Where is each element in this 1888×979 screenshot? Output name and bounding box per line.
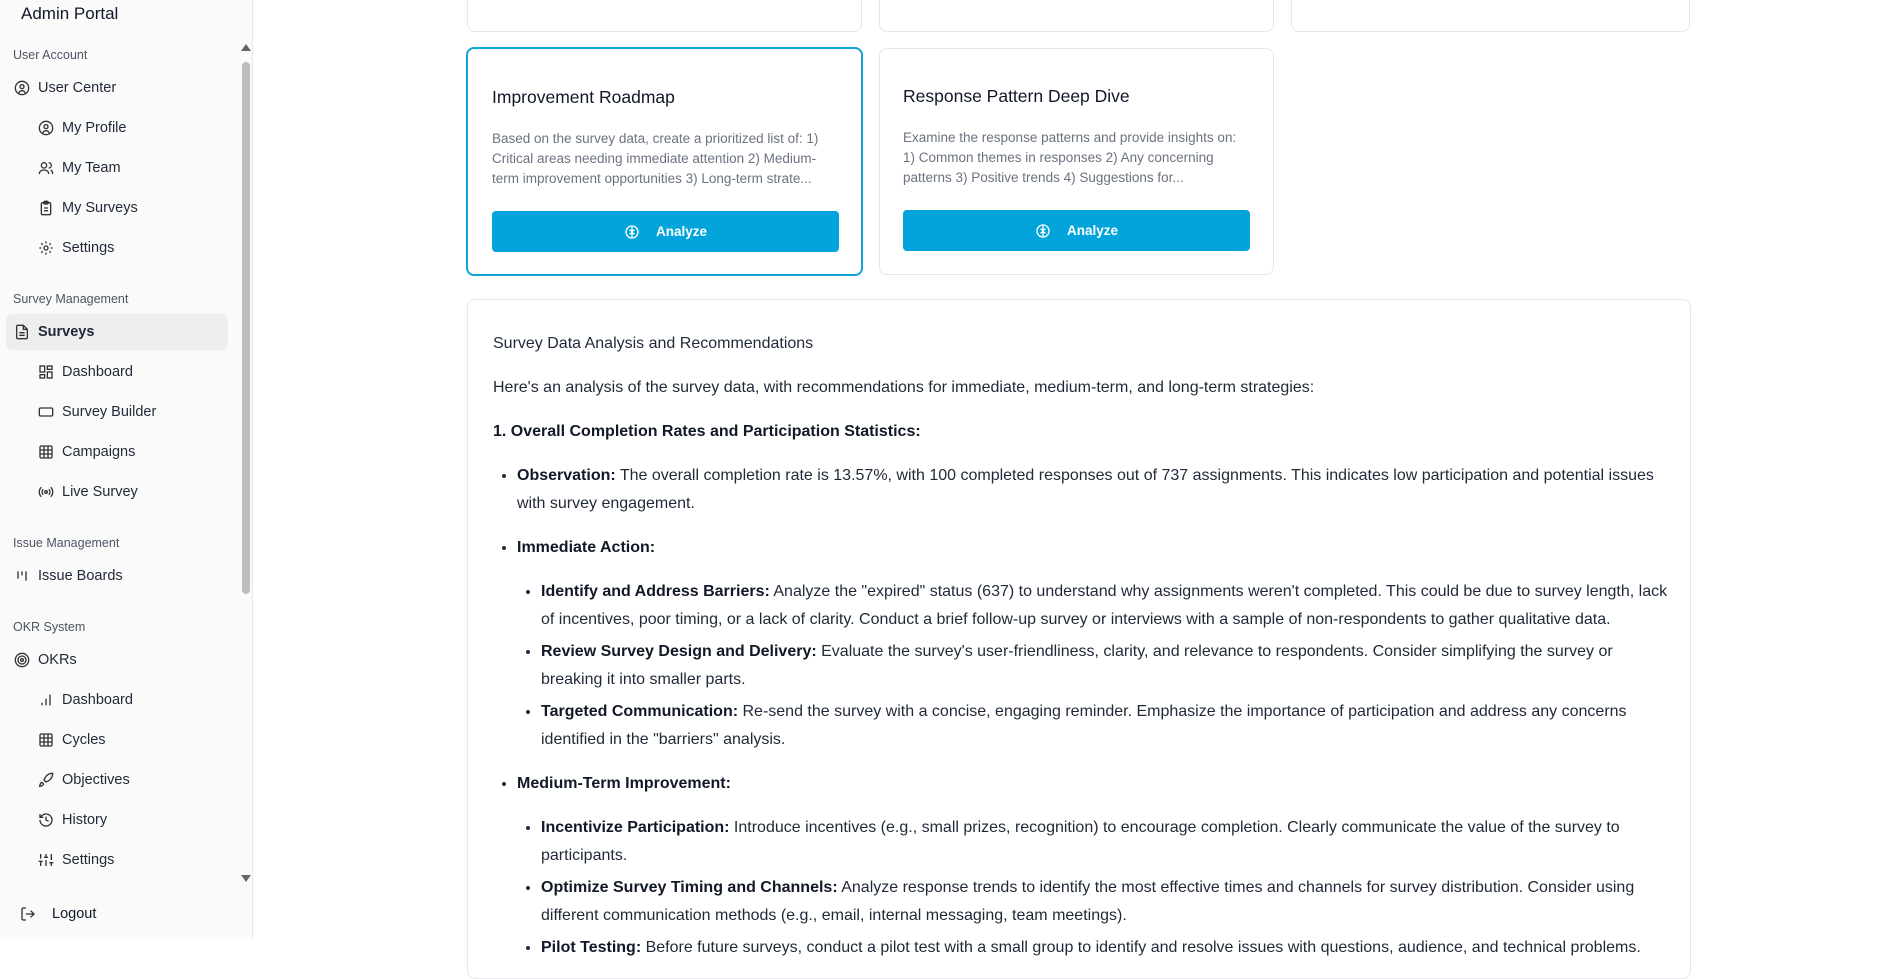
list-item: [541, 934, 1668, 962]
sidebar-item-okrs[interactable]: [6, 642, 228, 678]
list-item: [517, 462, 1668, 518]
sidebar-item-cycles[interactable]: [6, 722, 228, 758]
card-description: Examine the response patterns and provide insights on: 1) Common themes in responses 2) Any concerning patterns 3) Positive trends 4) Suggestions for...: [903, 130, 1237, 185]
section-survey-management: Survey Management: [13, 292, 129, 306]
item-text: Before future surveys, conduct a pilot test with a small group to identify and resolve issues with questions, audience, and technical problems.: [641, 939, 1641, 956]
prompt-card-response-pattern[interactable]: [879, 48, 1274, 275]
sidebar-item-label: Dashboard: [62, 364, 133, 380]
table-icon: [38, 732, 54, 748]
list-item: [517, 534, 1668, 754]
list-item: [517, 770, 1668, 962]
bar-chart-icon: [38, 692, 54, 708]
logout-icon: [20, 906, 36, 922]
logout-button[interactable]: [20, 906, 96, 922]
sliders-icon: [38, 852, 54, 868]
item-text: Introduce incentives (e.g., small prizes, recognition) to encourage completion. Clearly communicate the value of the survey to participants.: [541, 819, 1620, 864]
section-title: 1. Overall Completion Rates and Participation Statistics:: [493, 423, 921, 440]
prompt-card-improvement-roadmap[interactable]: [466, 47, 863, 276]
sidebar-item-live-survey[interactable]: [6, 474, 228, 510]
item-text: Evaluate the survey's user-friendliness, clarity, and relevance to respondents. Consider simplifying the survey or breaking it into smaller parts.: [541, 643, 1613, 688]
result-heading: Survey Data Analysis and Recommendations: [493, 335, 814, 352]
sidebar-item-my-surveys[interactable]: [6, 190, 228, 226]
sidebar-item-okr-dashboard[interactable]: [6, 682, 228, 718]
sidebar-item-label: Survey Builder: [62, 404, 157, 420]
sidebar-item-label: Surveys: [38, 324, 95, 340]
list-item: [541, 578, 1668, 634]
sidebar-item-campaigns[interactable]: [6, 434, 228, 470]
card-title: Improvement Roadmap: [492, 87, 675, 107]
sidebar-item-my-profile[interactable]: [6, 110, 228, 146]
sub-list: [517, 578, 1668, 754]
history-icon: [38, 812, 54, 828]
sidebar-item-label: OKRs: [38, 652, 77, 668]
section-user-account: User Account: [13, 48, 88, 62]
sidebar-item-label: Cycles: [62, 732, 106, 748]
item-label: Immediate Action:: [517, 539, 656, 556]
sidebar-item-my-team[interactable]: [6, 150, 228, 186]
sidebar-item-label: Settings: [62, 852, 115, 868]
target-icon: [14, 652, 30, 668]
app-title: Admin Portal: [21, 4, 119, 23]
item-text: The overall completion rate is 13.57%, with 100 completed responses out of 737 assignments. This indicates low participation and potential issues with survey engagement.: [517, 467, 1654, 512]
brain-icon: [1035, 223, 1051, 239]
sidebar-item-label: User Center: [38, 80, 117, 96]
item-label: Identify and Address Barriers:: [541, 583, 770, 600]
sidebar-item-okr-settings[interactable]: [6, 842, 228, 878]
sidebar-item-settings[interactable]: [6, 230, 228, 266]
brain-icon: [624, 224, 640, 240]
sidebar-item-survey-builder[interactable]: [6, 394, 228, 430]
sidebar-item-label: Objectives: [62, 772, 130, 788]
list-item: [541, 638, 1668, 694]
users-icon: [38, 160, 54, 176]
sidebar-item-label: Issue Boards: [38, 568, 123, 584]
result-list: [493, 462, 1668, 962]
result-intro: Here's an analysis of the survey data, with recommendations for immediate, medium-term, and long-term strategies:: [493, 379, 1315, 396]
card-description: Based on the survey data, create a prioritized list of: 1) Critical areas needing immediate attention 2) Medium-term improvement opportunities 3) Long-term strate...: [492, 131, 819, 186]
logout-label: Logout: [52, 906, 97, 922]
table-icon: [38, 444, 54, 460]
item-text: Analyze the "expired" status (637) to understand why assignments weren't completed. This could be due to survey length, lack of incentives, poor timing, or a lack of clarity. Conduct a brief follow-up survey or interviews with a sample of non-respondents to gather qualitative data.: [541, 583, 1668, 628]
kanban-icon: [14, 568, 30, 584]
scroll-thumb[interactable]: [242, 62, 250, 594]
broadcast-icon: [38, 484, 54, 500]
sidebar-item-label: My Surveys: [62, 200, 138, 216]
analyze-button[interactable]: [492, 211, 839, 252]
prompt-card-top-2: [879, 0, 1274, 32]
list-item: [541, 814, 1668, 870]
sidebar-item-history[interactable]: [6, 802, 228, 838]
item-label: Observation:: [517, 467, 616, 484]
user-circle-icon: [14, 80, 30, 96]
sidebar-item-label: Settings: [62, 240, 115, 256]
sidebar-scrollbar[interactable]: [240, 40, 253, 886]
item-label: Targeted Communication:: [541, 703, 739, 720]
sidebar-item-label: Dashboard: [62, 692, 133, 708]
sidebar-item-objectives[interactable]: [6, 762, 228, 798]
user-circle-icon: [38, 120, 54, 136]
sub-list: [517, 814, 1668, 962]
prompt-card-top-3: [1291, 0, 1690, 32]
sidebar-item-label: My Profile: [62, 120, 127, 136]
file-text-icon: [14, 324, 30, 340]
scroll-down-arrow-icon[interactable]: [241, 875, 251, 882]
item-label: Review Survey Design and Delivery:: [541, 643, 817, 660]
sidebar-nav: [0, 40, 240, 886]
sidebar-item-user-center[interactable]: [6, 70, 228, 106]
sidebar-item-label: Live Survey: [62, 484, 138, 500]
sidebar: [0, 0, 253, 939]
item-label: Optimize Survey Timing and Channels:: [541, 879, 838, 896]
analyze-button-label: Analyze: [1066, 223, 1119, 238]
section-issue-management: Issue Management: [13, 536, 120, 550]
item-label: Pilot Testing:: [541, 939, 642, 956]
item-label: Incentivize Participation:: [541, 819, 730, 836]
item-label: Medium-Term Improvement:: [517, 775, 731, 792]
rocket-icon: [38, 772, 54, 788]
gear-icon: [38, 240, 54, 256]
section-okr-system: OKR System: [13, 620, 86, 634]
layout-grid-icon: [38, 364, 54, 380]
analysis-content: [493, 330, 1668, 978]
card-title: Response Pattern Deep Dive: [903, 86, 1130, 106]
list-item: [541, 698, 1668, 754]
list-item: [541, 874, 1668, 930]
analysis-result-panel: [467, 299, 1691, 979]
item-text: Re-send the survey with a concise, engaging reminder. Emphasize the importance of participation and address any concerns identified in the "barriers" analysis.: [541, 703, 1627, 748]
sidebar-item-label: Campaigns: [62, 444, 136, 460]
scroll-up-arrow-icon[interactable]: [241, 44, 251, 51]
item-text: Analyze response trends to identify the most effective times and channels for survey distribution. Consider using different communication methods (e.g., email, internal messaging, team meetings).: [541, 879, 1635, 924]
sidebar-item-dashboard[interactable]: [6, 354, 228, 390]
analyze-button-label: Analyze: [655, 224, 708, 239]
sidebar-item-label: History: [62, 812, 108, 828]
analyze-button[interactable]: [903, 210, 1250, 251]
rectangle-ellipsis-icon: [38, 404, 54, 420]
prompt-card-top-1: [467, 0, 862, 32]
sidebar-item-surveys[interactable]: [6, 314, 228, 350]
clipboard-icon: [38, 200, 54, 216]
sidebar-item-label: My Team: [62, 160, 121, 176]
sidebar-item-issue-boards[interactable]: [6, 558, 228, 594]
